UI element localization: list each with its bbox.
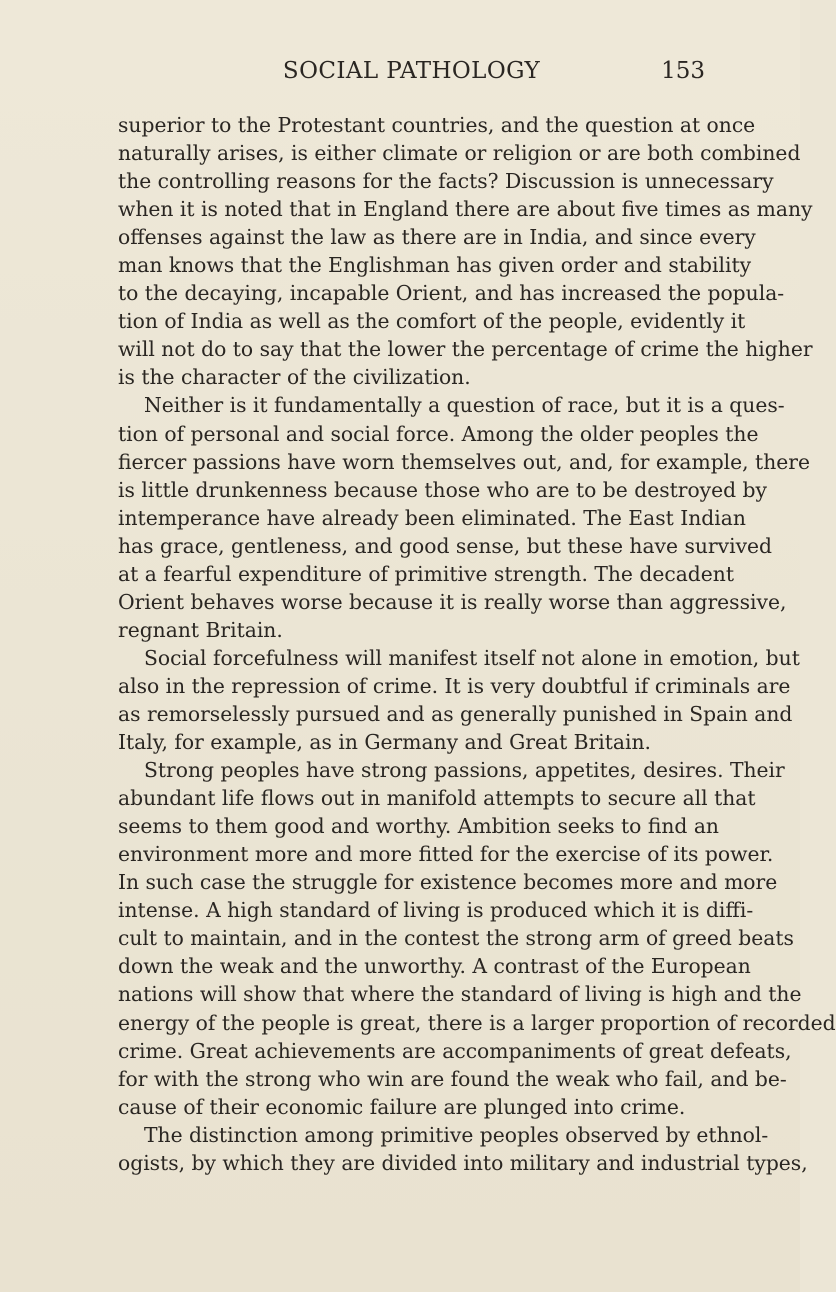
body-text [118,111,836,1177]
text-line: offenses against the law as there are in India, and since every [118,225,756,250]
text-line: naturally arises, is either climate or religion or are both combined [118,141,801,166]
text-line: In such case the struggle for existence becomes more and more [118,870,778,895]
text-line: abundant life flows out in manifold attempts to secure all that [118,786,756,811]
text-line: Orient behaves worse because it is really worse than aggressive, [118,589,787,614]
text-line: down the weak and the unworthy. A contrast of the European [118,954,751,979]
text-line: Strong peoples have strong passions, appetites, desires. Their [144,758,785,783]
text-line: Social forcefulness will manifest itself not alone in emotion, but [144,645,800,670]
text-line: energy of the people is great, there is a larger proportion of recorded [118,1010,836,1035]
text-line: when it is noted that in England there are about five times as many [118,197,813,222]
text-line: at a fearful expenditure of primitive strength. The decadent [118,561,735,586]
text-line: is the character of the civilization. [118,365,471,390]
text-line: is little drunkenness because those who are to be destroyed by [118,477,767,502]
text-line: to the decaying, incapable Orient, and has increased the popula- [118,281,785,306]
text-line: intense. A high standard of living is produced which it is diffi- [118,898,754,923]
text-line: crime. Great achievements are accompaniments of great defeats, [118,1038,792,1063]
text-line: Neither is it fundamentally a question of race, but it is a ques- [144,393,785,418]
page-number: 153 [661,58,705,84]
text-line: the controlling reasons for the facts? Discussion is unnecessary [118,169,774,194]
text-line: regnant Britain. [118,617,283,642]
running-head: SOCIAL PATHOLOGY [282,58,541,84]
text-line: man knows that the Englishman has given order and stability [118,253,752,278]
text-line: The distinction among primitive peoples observed by ethnol- [144,1122,769,1147]
text-line: tion of personal and social force. Among the older peoples the [118,421,759,446]
text-line: also in the repression of crime. It is very doubtful if criminals are [118,673,791,698]
text-line: cult to maintain, and in the contest the strong arm of greed beats [118,926,794,951]
text-line: for with the strong who win are found the weak who fail, and be- [118,1066,787,1091]
text-line: as remorselessly pursued and as generally punished in Spain and [118,701,793,726]
text-line: intemperance have already been eliminated. The East Indian [118,505,746,530]
text-line: has grace, gentleness, and good sense, but these have survived [118,533,773,558]
text-line: ogists, by which they are divided into military and industrial types, [118,1150,808,1175]
text-line: superior to the Protestant countries, and the question at once [118,113,756,137]
page-header [118,58,705,92]
text-line: seems to them good and worthy. Ambition seeks to find an [118,814,719,839]
text-line: Italy, for example, as in Germany and Great Britain. [118,730,652,755]
text-line: cause of their economic failure are plunged into crime. [118,1094,686,1119]
text-line: fiercer passions have worn themselves out, and, for example, there [118,449,810,474]
text-line: will not do to say that the lower the percentage of crime the higher [118,337,813,362]
text-line: environment more and more fitted for the exercise of its power. [118,842,774,867]
text-line: nations will show that where the standard of living is high and the [118,982,802,1007]
text-line: tion of India as well as the comfort of the people, evidently it [118,309,746,334]
